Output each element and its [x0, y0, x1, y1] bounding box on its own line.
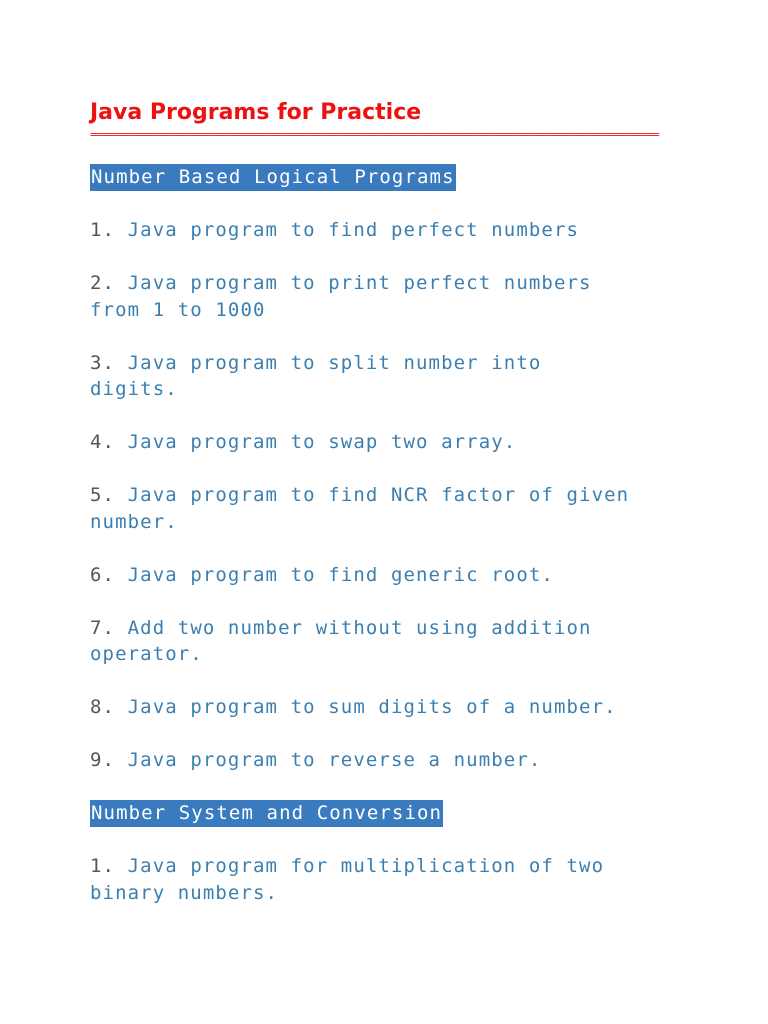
section-heading: Number Based Logical Programs [90, 164, 456, 191]
item-number: 3. [90, 351, 116, 374]
item-text: Java program to reverse a number. [127, 749, 542, 771]
list-item [90, 562, 690, 589]
list-item [90, 429, 690, 456]
section-heading: Number System and Conversion [90, 800, 443, 827]
item-text: Java program to split number into digits. [90, 351, 542, 400]
item-number: 1. [90, 219, 116, 241]
item-number: 7. [90, 616, 116, 639]
list-item [90, 217, 690, 244]
list-item [90, 350, 590, 403]
item-text: Add two number without using addition operator. [90, 616, 592, 665]
item-number: 9. [90, 749, 116, 771]
section-number-system [90, 800, 690, 906]
item-number: 6. [90, 563, 116, 586]
document-page [90, 100, 690, 933]
item-number: 2. [90, 272, 116, 294]
item-number: 4. [90, 431, 116, 453]
item-text: Java program to find perfect numbers [127, 219, 580, 241]
item-text: Java program to sum digits of a number. [127, 696, 617, 718]
document-title: Java Programs for Practice [90, 100, 422, 125]
item-number: 8. [90, 696, 116, 718]
item-number: 1. [90, 855, 116, 877]
item-number: 5. [90, 484, 116, 506]
list-item [90, 747, 690, 774]
list-item [90, 270, 650, 323]
list-item [90, 615, 650, 668]
list-item [90, 853, 660, 906]
title-underline-rule: ================================================================================================================ [90, 130, 659, 141]
item-text: Java program to find generic root. [127, 563, 554, 586]
list-item [90, 694, 690, 721]
item-text: Java program to print perfect numbers from 1 to 1000 [90, 272, 592, 321]
item-text: Java program for multiplication of two binary numbers. [90, 855, 605, 904]
item-text: Java program to swap two array. [127, 431, 517, 453]
list-item [90, 482, 682, 535]
section-number-based [90, 164, 690, 774]
item-text: Java program to find NCR factor of given number. [90, 484, 630, 533]
